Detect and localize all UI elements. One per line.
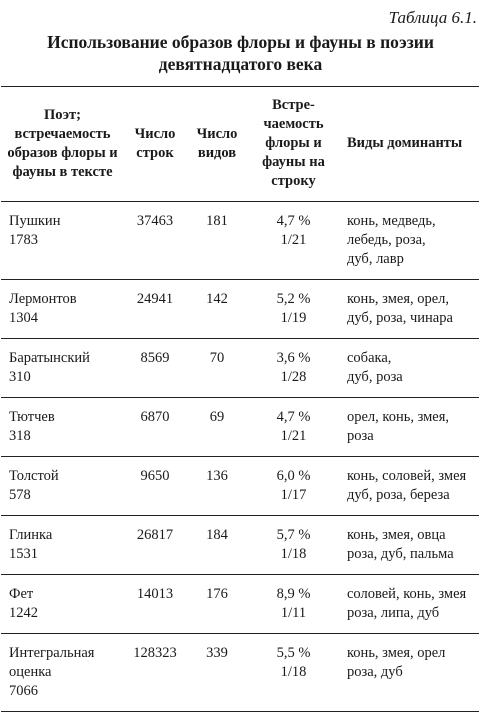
species-count-cell: 136 <box>206 468 228 484</box>
per-line-cell <box>248 280 339 339</box>
header-dominants: Виды доминанты <box>347 135 463 151</box>
flora-fauna-table <box>1 86 479 712</box>
per-line-line: 1/11 <box>280 605 307 621</box>
species-count-cell: 69 <box>209 409 225 425</box>
poet-line: 1783 <box>9 232 38 248</box>
poet-cell <box>1 516 124 575</box>
poet-line: 7066 <box>9 683 38 699</box>
species-count-cell: 142 <box>206 291 228 307</box>
table-row <box>1 575 479 634</box>
poet-cell <box>1 202 124 280</box>
per-line-cell <box>248 516 339 575</box>
dominants-line: конь, змея, орел, <box>347 291 450 307</box>
poet-line: 578 <box>9 487 31 503</box>
dominants-line: дуб, роза <box>347 369 403 385</box>
table-row <box>1 634 479 712</box>
header-poet: Поэт; встречаемость образов флоры и фауны в тексте <box>7 106 118 180</box>
table-row <box>1 516 479 575</box>
poet-cell <box>1 634 124 712</box>
dominants-line: соловей, конь, змея <box>347 586 467 602</box>
dominants-line: роза, дуб <box>347 664 403 680</box>
dominants-cell <box>339 575 479 634</box>
poet-line: Тютчев <box>9 409 55 425</box>
dominants-cell <box>339 516 479 575</box>
dominants-cell <box>339 202 479 280</box>
dominants-line: конь, змея, орел <box>347 645 446 661</box>
per-line-line: 1/17 <box>280 487 307 503</box>
per-line-cell <box>248 457 339 516</box>
dominants-line: лебедь, роза, <box>347 232 426 248</box>
lines-count-cell: 128323 <box>133 645 177 661</box>
per-line-line: 1/19 <box>280 310 307 326</box>
header-row <box>1 87 479 202</box>
per-line-cell <box>248 339 339 398</box>
poet-line: Лермонтов <box>9 291 77 307</box>
dominants-line: роза, дуб, пальма <box>347 546 454 562</box>
dominants-cell <box>339 457 479 516</box>
per-line-line: 1/21 <box>280 232 307 248</box>
lines-count-cell: 37463 <box>136 213 174 229</box>
poet-line: Пушкин <box>9 213 61 229</box>
table-row <box>1 339 479 398</box>
header-lines: Число строк <box>134 125 176 161</box>
header-species-count: Число видов <box>196 125 238 161</box>
dominants-cell <box>339 634 479 712</box>
dominants-line: дуб, роза, береза <box>347 487 450 503</box>
species-count-cell: 339 <box>206 645 228 661</box>
dominants-line: роза, липа, дуб <box>347 605 440 621</box>
poet-line: Глинка <box>9 527 53 543</box>
dominants-line: дуб, роза, чинара <box>347 310 453 326</box>
per-line-line: 8,9 % <box>276 586 311 602</box>
poet-line: 318 <box>9 428 31 444</box>
poet-cell <box>1 457 124 516</box>
poet-line: 1242 <box>9 605 38 621</box>
poet-line: оценка <box>9 664 52 680</box>
species-count-cell: 176 <box>206 586 228 602</box>
per-line-line: 5,7 % <box>276 527 311 543</box>
dominants-line: конь, змея, овца <box>347 527 446 543</box>
species-count-cell: 181 <box>206 213 228 229</box>
per-line-line: 4,7 % <box>276 213 311 229</box>
per-line-cell <box>248 575 339 634</box>
dominants-cell <box>339 339 479 398</box>
per-line-cell <box>248 398 339 457</box>
per-line-line: 4,7 % <box>276 409 311 425</box>
per-line-line: 1/21 <box>280 428 307 444</box>
per-line-line: 1/18 <box>280 546 307 562</box>
poet-line: 1531 <box>9 546 38 562</box>
dominants-line: конь, медведь, <box>347 213 436 229</box>
table-header <box>1 87 479 202</box>
lines-count-cell: 9650 <box>140 468 170 484</box>
poet-line: Фет <box>9 586 34 602</box>
poet-cell <box>1 398 124 457</box>
table-row <box>1 457 479 516</box>
poet-cell <box>1 339 124 398</box>
per-line-line: 1/18 <box>280 664 307 680</box>
lines-count-cell: 24941 <box>136 291 174 307</box>
per-line-line: 5,2 % <box>276 291 311 307</box>
dominants-cell <box>339 280 479 339</box>
per-line-line: 1/28 <box>280 369 307 385</box>
dominants-line: орел, конь, змея, <box>347 409 450 425</box>
poet-cell <box>1 575 124 634</box>
poet-line: Интегральная <box>9 645 95 661</box>
table-body <box>1 202 479 712</box>
table-row <box>1 202 479 280</box>
per-line-line: 5,5 % <box>276 645 311 661</box>
poet-line: Баратынский <box>9 350 90 366</box>
dominants-line: роза <box>347 428 374 444</box>
species-count-cell: 70 <box>209 350 225 366</box>
per-line-line: 3,6 % <box>276 350 311 366</box>
per-line-cell <box>248 202 339 280</box>
dominants-line: конь, соловей, змея <box>347 468 467 484</box>
lines-count-cell: 8569 <box>140 350 170 366</box>
header-per-line: Встре-чаемость флоры и фауны на строку <box>262 97 325 189</box>
lines-count-cell: 6870 <box>140 409 170 425</box>
per-line-cell <box>248 634 339 712</box>
dominants-cell <box>339 398 479 457</box>
table-row <box>1 280 479 339</box>
table-caption: Таблица 6.1. <box>388 8 477 27</box>
per-line-line: 6,0 % <box>276 468 311 484</box>
table-title: Использование образов флоры и фауны в поэзии девятнадцатого века <box>47 32 434 74</box>
species-count-cell: 184 <box>206 527 228 543</box>
poet-cell <box>1 280 124 339</box>
poet-line: 310 <box>9 369 31 385</box>
lines-count-cell: 26817 <box>136 527 174 543</box>
dominants-line: дуб, лавр <box>347 251 404 267</box>
lines-count-cell: 14013 <box>136 586 174 602</box>
table-row <box>1 398 479 457</box>
poet-line: Толстой <box>9 468 59 484</box>
dominants-line: собака, <box>347 350 392 366</box>
poet-line: 1304 <box>9 310 38 326</box>
